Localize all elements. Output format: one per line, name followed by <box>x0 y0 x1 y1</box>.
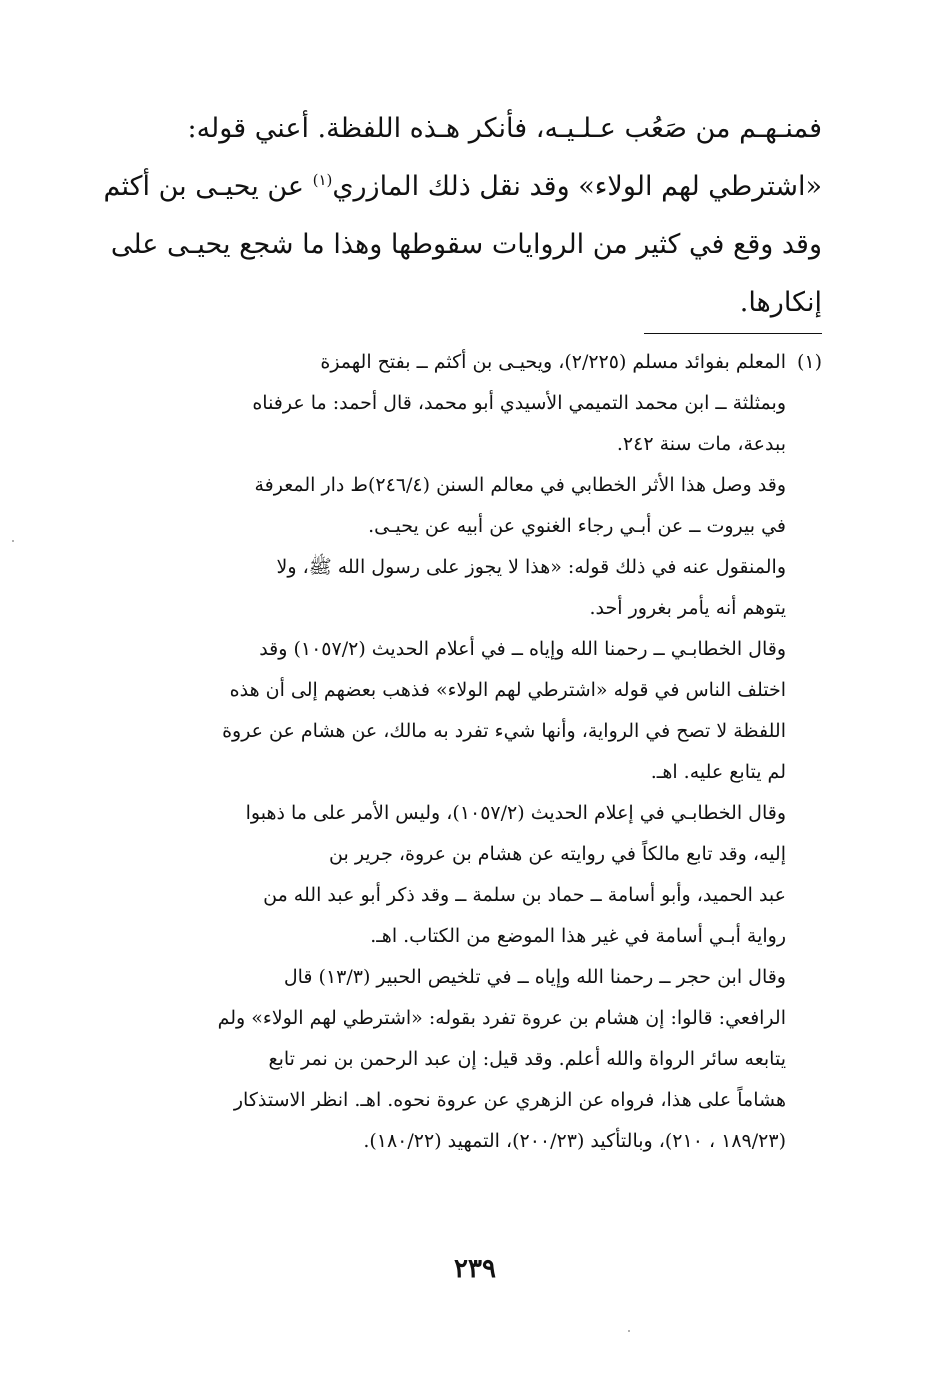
footnote-line: الرافعي: قالوا: إن هشام بن عروة تفرد بقوله: «اشترطي لهم الولاء» ولم <box>217 1007 786 1029</box>
footnote-line: إليه، وقد تابع مالكاً في روايته عن هشام بن عروة، جرير بن <box>329 843 786 865</box>
main-line-2 <box>103 158 822 216</box>
footnote-line: وقال الخطابـي ــ رحمنا الله وإياه ــ في أعلام الحديث (١٠٥٧/٢) وقد <box>259 638 786 660</box>
footnote-line: اختلف الناس في قوله «اشترطي لهم الولاء» فذهب بعضهم إلى أن هذه <box>229 679 786 701</box>
footnote-line: وبمثلثة ــ ابن محمد التميمي الأسيدي أبو محمد، قال أحمد: ما عرفناه <box>252 392 786 414</box>
main-line-2-tail: عن يحيـى بن أكثم <box>103 171 313 202</box>
main-text <box>103 100 822 332</box>
main-line-4: إنكارها. <box>739 287 822 318</box>
footnote-line: يتوهم أنه يأمر بغرور أحد. <box>589 597 786 619</box>
footnote-separator <box>644 333 822 334</box>
footnotes <box>122 342 822 1162</box>
scan-speck <box>628 1330 630 1332</box>
footnote-line: لم يتابع عليه. اهـ. <box>650 761 786 783</box>
footnote-line: وقال الخطابـي في إعلام الحديث (١٠٥٧/٢)، وليس الأمر على ما ذهبوا <box>245 802 786 824</box>
scan-speck <box>12 540 14 542</box>
footnote-number: (١) <box>796 351 822 373</box>
footnote-reference: (١) <box>312 171 333 189</box>
footnote-line: في بيروت ــ عن أبـي رجاء الغنوي عن أبيه عن يحيـى. <box>368 515 786 537</box>
footnote-line: رواية أبـي أسامة في غير هذا الموضع من الكتاب. اهـ. <box>370 925 786 947</box>
footnote-line: ببدعة، مات سنة ٢٤٢. <box>616 433 786 455</box>
footnote-line: وقد وصل هذا الأثر الخطابي في معالم السنن (٢٤٦/٤)ط دار المعرفة <box>254 474 786 496</box>
footnote-line: اللفظة لا تصح في الرواية، وأنها شيء تفرد به مالك، عن هشام عن عروة <box>222 720 786 742</box>
footnote-line: عبد الحميد، وأبو أسامة ــ حماد بن سلمة ــ وقد ذكر أبو عبد الله من <box>263 884 786 906</box>
footnote-line: وقال ابن حجر ــ رحمنا الله وإياه ــ في تلخيص الحبير (١٣/٣) قال <box>283 966 786 988</box>
footnote-line: (١٨٩/٢٣ ، ٢١٠)، وبالتأكيد (٢٠٠/٢٣)، التمهيد (١٨٠/٢٢). <box>363 1130 786 1152</box>
main-line-3: وقد وقع في كثير من الروايات سقوطها وهذا ما شجع يحيـى على <box>110 229 822 260</box>
footnote-line: والمنقول عنه في ذلك قوله: «هذا لا يجوز على رسول الله ﷺ، ولا <box>276 556 786 578</box>
main-line-2-text: «اشترطي لهم الولاء» وقد نقل ذلك المازري <box>332 171 822 202</box>
footnote-line: هشاماً على هذا، فرواه عن الزهري عن عروة نحوه. اهـ. انظر الاستذكار <box>233 1089 786 1111</box>
page-number: ٢٣٩ <box>454 1254 496 1284</box>
main-line-1: فمنـهـم من صَعُب عـلـيـه، فأنكر هـذه اللفظة. أعني قوله: <box>187 113 822 144</box>
footnote-line: يتابعه سائر الرواة والله أعلم. وقد قيل: إن عبد الرحمن بن نمر تابع <box>268 1048 786 1070</box>
footnote-line: (١)المعلم بفوائد مسلم (٢/٢٢٥)، ويحيـى بن أكثم ــ بفتح الهمزة <box>122 342 822 383</box>
